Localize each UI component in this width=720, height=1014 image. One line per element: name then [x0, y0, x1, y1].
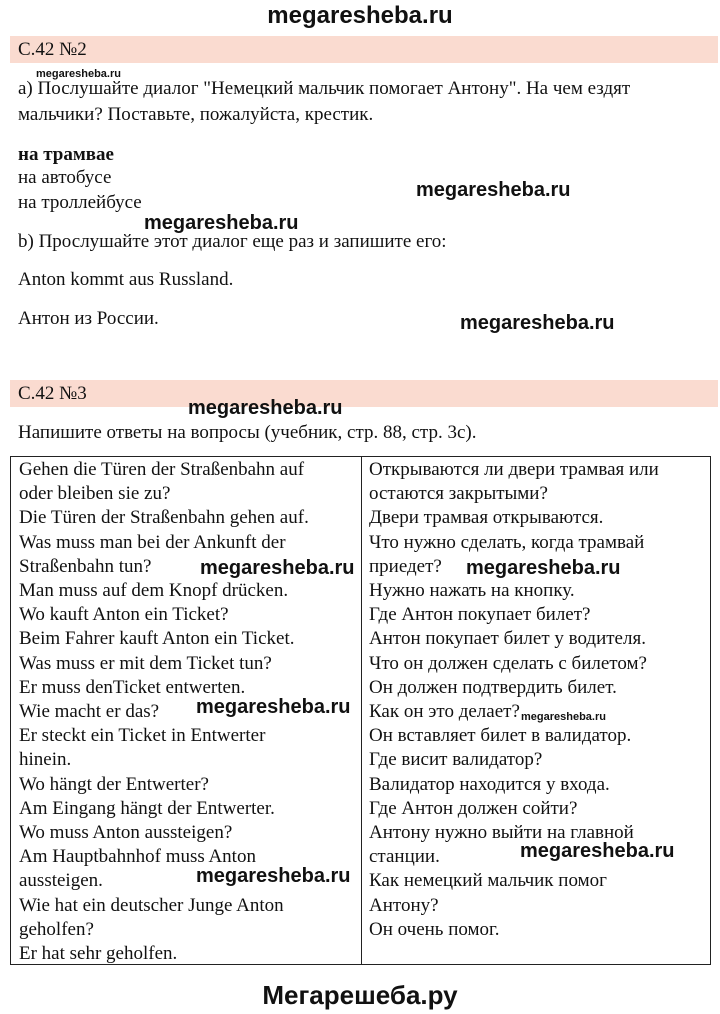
- watermark: megaresheba.ru: [36, 68, 121, 80]
- russian-line: Где висит валидатор?: [369, 749, 543, 771]
- german-line: Was muss man bei der Ankunft der: [19, 531, 286, 553]
- watermark: megaresheba.ru: [196, 865, 351, 887]
- russian-line: Он вставляет билет в валидатор.: [369, 725, 632, 747]
- german-line: Er hat sehr geholfen.: [19, 943, 178, 964]
- russian-line: Двери трамвая открываются.: [369, 507, 604, 529]
- russian-line: Открываются ли двери трамвая или: [369, 459, 659, 480]
- watermark: megaresheba.ru: [188, 397, 343, 419]
- russian-line: Как немецкий мальчик помог: [369, 870, 607, 892]
- watermark: megaresheba.ru: [196, 696, 351, 718]
- column-divider: [361, 457, 362, 964]
- russian-line: Что нужно сделать, когда трамвай: [369, 531, 645, 553]
- section-heading-1: С.42 №2: [10, 36, 718, 63]
- instruction: Напишите ответы на вопросы (учебник, стр. 88, стр. 3с).: [18, 422, 477, 443]
- russian-line: станции.: [369, 846, 440, 868]
- task-a-line-1: а) Послушайте диалог "Немецкий мальчик помогает Антону". На чем ездят: [18, 78, 631, 99]
- answer-german: Anton kommt aus Russland.: [18, 269, 234, 290]
- russian-line: Он очень помог.: [369, 918, 500, 940]
- watermark: megaresheba.ru: [521, 711, 606, 723]
- german-line: Wo hängt der Entwerter?: [19, 773, 209, 795]
- watermark: megaresheba.ru: [520, 840, 675, 862]
- german-line: Wie hat ein deutscher Junge Anton: [19, 894, 284, 916]
- german-line: Am Eingang hängt der Entwerter.: [19, 797, 275, 819]
- site-header: megaresheba.ru: [267, 2, 453, 29]
- russian-line: Антон покупает билет у водителя.: [369, 628, 646, 650]
- german-line: Die Türen der Straßenbahn gehen auf.: [19, 507, 309, 529]
- watermark: megaresheba.ru: [200, 557, 355, 579]
- german-line: Wie macht er das?: [19, 701, 160, 722]
- german-line: Gehen die Türen der Straßenbahn auf: [19, 459, 305, 480]
- russian-line: Валидатор находится у входа.: [369, 773, 610, 795]
- option-selected: на трамвае: [18, 144, 114, 165]
- answer-russian: Антон из России.: [18, 308, 159, 329]
- task-b: b) Прослушайте этот диалог еще раз и запишите его:: [18, 231, 447, 252]
- german-line: Man muss auf dem Knopf drücken.: [19, 580, 289, 601]
- option-bus: на автобусе: [18, 167, 112, 188]
- russian-line: приедет?: [369, 555, 442, 577]
- russian-line: Нужно нажать на кнопку.: [369, 580, 575, 601]
- german-line: Am Hauptbahnhof muss Anton: [19, 846, 256, 868]
- watermark: megaresheba.ru: [466, 557, 621, 579]
- german-line: Er muss denTicket entwerten.: [19, 676, 246, 698]
- german-line: Was muss er mit dem Ticket tun?: [19, 652, 272, 674]
- russian-line: Что он должен сделать с билетом?: [369, 652, 647, 674]
- section-heading-2: С.42 №3: [10, 380, 718, 407]
- russian-line: Как он это делает?: [369, 701, 520, 722]
- german-line: hinein.: [19, 749, 72, 771]
- german-line: Er steckt ein Ticket in Entwerter: [19, 725, 266, 747]
- german-line: aussteigen.: [19, 870, 103, 892]
- russian-line: Где Антон покупает билет?: [369, 604, 591, 626]
- german-line: oder bleiben sie zu?: [19, 483, 171, 505]
- german-line: Wo muss Anton aussteigen?: [19, 822, 233, 843]
- russian-line: Антону?: [369, 894, 439, 916]
- german-line: Wo kauft Anton ein Ticket?: [19, 604, 229, 626]
- german-line: geholfen?: [19, 918, 94, 940]
- german-line: Straßenbahn tun?: [19, 555, 152, 577]
- watermark: megaresheba.ru: [416, 179, 571, 201]
- watermark: megaresheba.ru: [144, 212, 299, 234]
- task-a-line-2: мальчики? Поставьте, пожалуйста, крестик.: [18, 104, 374, 125]
- russian-line: Антону нужно выйти на главной: [369, 822, 634, 843]
- german-line: Beim Fahrer kauft Anton ein Ticket.: [19, 628, 295, 650]
- russian-line: Где Антон должен сойти?: [369, 797, 578, 819]
- option-trolleybus: на троллейбусе: [18, 192, 142, 213]
- russian-line: остаются закрытыми?: [369, 483, 548, 505]
- watermark: megaresheba.ru: [460, 312, 615, 334]
- russian-line: Он должен подтвердить билет.: [369, 676, 617, 698]
- site-footer: Мегарешеба.ру: [262, 980, 458, 1010]
